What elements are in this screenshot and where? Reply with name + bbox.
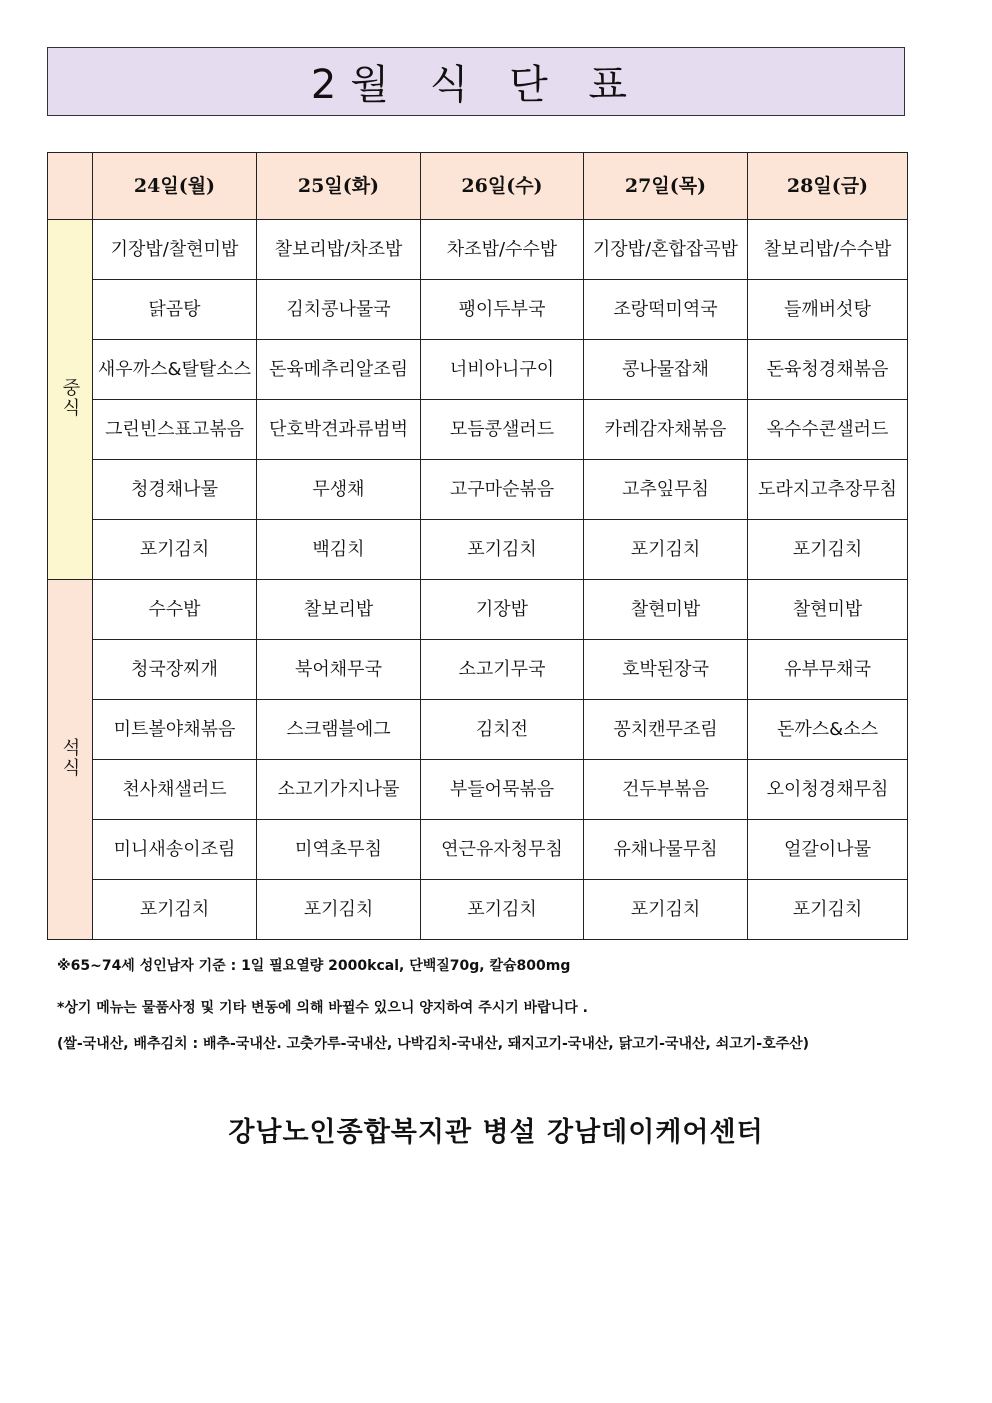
menu-cell: 꽁치캔무조림 <box>584 700 748 760</box>
menu-cell: 콩나물잡채 <box>584 340 748 400</box>
menu-cell: 찰보리밥/수수밥 <box>748 220 908 280</box>
menu-cell: 고구마순볶음 <box>421 460 584 520</box>
day-header: 24일(월) <box>93 153 257 220</box>
menu-cell: 포기김치 <box>584 520 748 580</box>
day-header: 28일(금) <box>748 153 908 220</box>
menu-cell: 고추잎무침 <box>584 460 748 520</box>
menu-cell: 소고기무국 <box>421 640 584 700</box>
menu-cell: 무생채 <box>257 460 421 520</box>
lunch-label: 중식 <box>59 377 81 418</box>
menu-cell: 모듬콩샐러드 <box>421 400 584 460</box>
lunch-row <box>48 220 908 280</box>
menu-cell: 북어채무국 <box>257 640 421 700</box>
menu-cell: 포기김치 <box>93 880 257 940</box>
menu-cell: 돈육메추리알조림 <box>257 340 421 400</box>
menu-cell: 스크램블에그 <box>257 700 421 760</box>
nutrition-note: ※65~74세 성인남자 기준 : 1일 필요열량 2000kcal, 단백질70g, 칼슘800mg <box>57 958 571 974</box>
menu-cell: 유채나물무침 <box>584 820 748 880</box>
menu-cell: 너비아니구이 <box>421 340 584 400</box>
menu-cell: 포기김치 <box>257 880 421 940</box>
header-corner <box>48 153 93 220</box>
menu-cell: 천사채샐러드 <box>93 760 257 820</box>
menu-cell: 기장밥 <box>421 580 584 640</box>
menu-cell: 김치콩나물국 <box>257 280 421 340</box>
menu-cell: 호박된장국 <box>584 640 748 700</box>
dinner-section-cell <box>48 580 93 940</box>
menu-cell: 찰보리밥 <box>257 580 421 640</box>
dinner-row <box>48 580 908 640</box>
dinner-row <box>48 700 908 760</box>
lunch-section-cell <box>48 220 93 580</box>
day-header: 25일(화) <box>257 153 421 220</box>
day-header: 26일(수) <box>421 153 584 220</box>
lunch-row <box>48 400 908 460</box>
menu-cell: 미니새송이조림 <box>93 820 257 880</box>
title-banner <box>47 47 905 116</box>
menu-cell: 포기김치 <box>584 880 748 940</box>
header-row <box>48 153 908 220</box>
menu-cell: 돈육청경채볶음 <box>748 340 908 400</box>
dinner-row <box>48 820 908 880</box>
menu-cell: 찰현미밥 <box>584 580 748 640</box>
menu-cell: 닭곰탕 <box>93 280 257 340</box>
origin-note: (쌀-국내산, 배추김치 : 배추-국내산. 고춧가루-국내산, 나박김치-국내산, 돼지고기-국내산, 닭고기-국내산, 쇠고기-호주산) <box>57 1036 810 1052</box>
menu-cell: 카레감자채볶음 <box>584 400 748 460</box>
change-note: *상기 메뉴는 물품사정 및 기타 변동에 의해 바뀔수 있으니 양지하여 주시기 바랍니다 . <box>57 1000 588 1016</box>
menu-cell: 소고기가지나물 <box>257 760 421 820</box>
menu-cell: 그린빈스표고볶음 <box>93 400 257 460</box>
menu-cell: 미역초무침 <box>257 820 421 880</box>
page-title: 2월 식 단 표 <box>310 62 642 108</box>
day-header: 27일(목) <box>584 153 748 220</box>
menu-cell: 건두부볶음 <box>584 760 748 820</box>
menu-cell: 백김치 <box>257 520 421 580</box>
menu-cell: 포기김치 <box>421 520 584 580</box>
menu-cell: 기장밥/혼합잡곡밥 <box>584 220 748 280</box>
lunch-row <box>48 280 908 340</box>
footer-org: 강남노인종합복지관 병설 강남데이케어센터 <box>228 1117 764 1148</box>
menu-cell: 차조밥/수수밥 <box>421 220 584 280</box>
menu-cell: 포기김치 <box>93 520 257 580</box>
lunch-row <box>48 520 908 580</box>
menu-cell: 들깨버섯탕 <box>748 280 908 340</box>
menu-cell: 조랑떡미역국 <box>584 280 748 340</box>
dinner-row <box>48 760 908 820</box>
menu-cell: 청경채나물 <box>93 460 257 520</box>
menu-cell: 청국장찌개 <box>93 640 257 700</box>
menu-cell: 오이청경채무침 <box>748 760 908 820</box>
menu-cell: 찰현미밥 <box>748 580 908 640</box>
menu-cell: 단호박견과류범벅 <box>257 400 421 460</box>
menu-cell: 옥수수콘샐러드 <box>748 400 908 460</box>
menu-cell: 얼갈이나물 <box>748 820 908 880</box>
menu-table <box>47 152 908 940</box>
menu-cell: 포기김치 <box>421 880 584 940</box>
menu-cell: 유부무채국 <box>748 640 908 700</box>
menu-cell: 도라지고추장무침 <box>748 460 908 520</box>
lunch-row <box>48 460 908 520</box>
menu-cell: 포기김치 <box>748 520 908 580</box>
lunch-row <box>48 340 908 400</box>
menu-cell: 돈까스&소스 <box>748 700 908 760</box>
menu-cell: 기장밥/찰현미밥 <box>93 220 257 280</box>
dinner-label: 석식 <box>59 737 81 778</box>
dinner-row <box>48 640 908 700</box>
menu-cell: 팽이두부국 <box>421 280 584 340</box>
menu-cell: 김치전 <box>421 700 584 760</box>
menu-cell: 수수밥 <box>93 580 257 640</box>
menu-cell: 연근유자청무침 <box>421 820 584 880</box>
menu-cell: 찰보리밥/차조밥 <box>257 220 421 280</box>
menu-cell: 부들어묵볶음 <box>421 760 584 820</box>
menu-cell: 미트볼야채볶음 <box>93 700 257 760</box>
menu-cell: 새우까스&탈탈소스 <box>93 340 257 400</box>
menu-cell: 포기김치 <box>748 880 908 940</box>
dinner-row <box>48 880 908 940</box>
